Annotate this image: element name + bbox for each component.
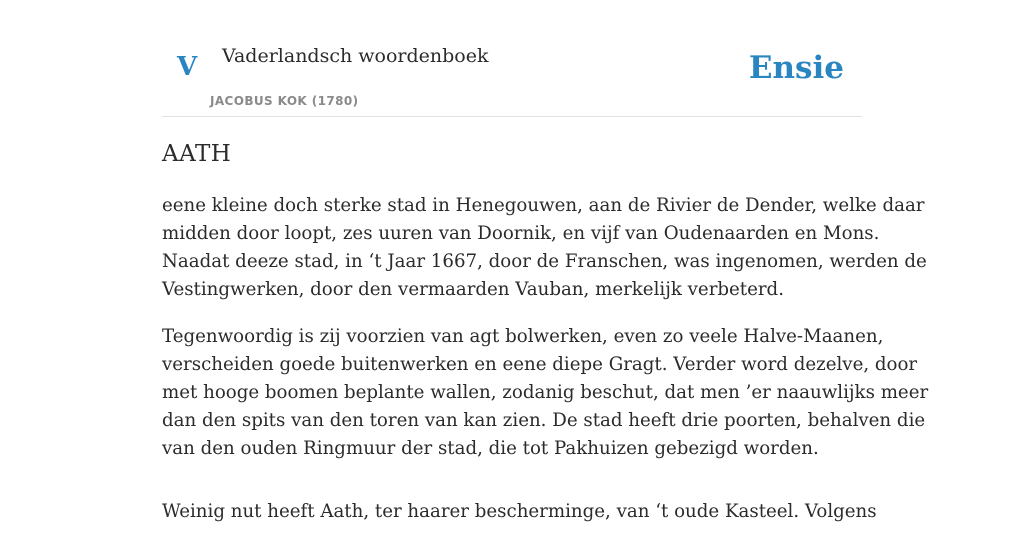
text-line: dan den spits van den toren van kan zien. De stad heeft drie poorten, behalven die — [162, 410, 926, 431]
paragraph — [162, 192, 927, 304]
book-header — [162, 0, 862, 117]
text-line: Vestingwerken, door den vermaarden Vauban, merkelijk verbeterd. — [162, 279, 784, 300]
paragraph — [162, 323, 929, 463]
ensie-logo-link[interactable]: Ensie — [748, 50, 844, 86]
paragraph — [162, 498, 877, 526]
book-title-link[interactable]: Vaderlandsch woordenboek — [222, 45, 489, 67]
entry-title: AATH — [162, 141, 232, 167]
text-line: van den ouden Ringmuur der stad, die tot Pakhuizen gebezigd worden. — [162, 438, 819, 459]
text-line: Weinig nut heeft Aath, ter haarer bescherminge, van ‘t oude Kasteel. Volgens — [162, 501, 877, 522]
text-line: eene kleine doch sterke stad in Henegouwen, aan de Rivier de Dender, welke daar — [162, 195, 925, 216]
book-letter-badge[interactable]: V — [177, 52, 198, 82]
entry-body — [162, 192, 929, 545]
text-line: met hooge boomen beplante wallen, zodanig beschut, dat men ’er naauwlijks meer — [162, 382, 929, 403]
text-line: verscheiden goede buitenwerken en eene diepe Gragt. Verder word dezelve, door — [162, 354, 918, 375]
text-line: Tegenwoordig is zij voorzien van agt bolwerken, even zo veele Halve-Maanen, — [162, 326, 884, 347]
text-line: Naadat deeze stad, in ‘t Jaar 1667, door de Franschen, was ingenomen, werden de — [162, 251, 927, 272]
book-author: JACOBUS KOK (1780) — [210, 94, 359, 108]
text-line: midden door loopt, zes uuren van Doornik, en vijf van Oudenaarden en Mons. — [162, 223, 880, 244]
article-page — [162, 0, 929, 522]
